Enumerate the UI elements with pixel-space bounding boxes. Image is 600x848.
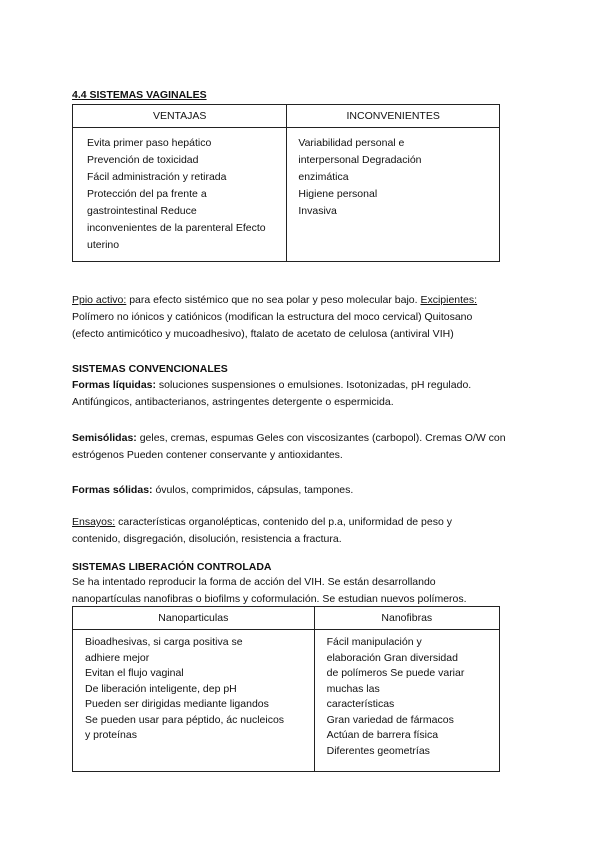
inconveniente-item: Variabilidad personal e <box>298 137 405 149</box>
principio-line: Polímero no iónicos y catiónicos (modifican la estructura del moco cervical) Quitosano <box>72 311 473 323</box>
header-nanoparticulas: Nanoparticulas <box>73 607 315 630</box>
heading-sistemas-liberacion-controlada: SISTEMAS LIBERACIÓN CONTROLADA <box>72 561 272 573</box>
semisolidas-text: geles, cremas, espumas Geles con viscosizantes (carbopol). Cremas O/W con <box>136 432 506 444</box>
inconveniente-item: Higiene personal <box>298 188 378 200</box>
semisolidas-line: estrógenos Pueden contener conservante y antioxidantes. <box>72 449 343 461</box>
semisolidas-label: Semisólidas: <box>72 432 137 444</box>
formas-liquidas-paragraph <box>72 377 471 411</box>
ventajas-inconvenientes-table <box>72 104 500 262</box>
inconvenientes-cell <box>287 128 500 262</box>
nanofibra-item: elaboración Gran diversidad <box>326 651 458 664</box>
semisolidas-paragraph <box>72 430 506 464</box>
nanoparticulas-nanofibras-table <box>72 606 500 772</box>
formas-liquidas-line: Antifúngicos, antibacterianos, astringentes detergente o espermicida. <box>72 396 394 408</box>
nanofibra-item: muchas las <box>326 682 380 695</box>
formas-liquidas-label: Formas líquidas: <box>72 379 157 391</box>
ventaja-item: Protección del pa frente a <box>87 188 207 200</box>
ppio-activo-text: para efecto sistémico que no sea polar y peso molecular bajo. <box>126 294 421 306</box>
ventaja-item: Evita primer paso hepático <box>87 137 212 149</box>
excipientes-label: Excipientes: <box>420 294 478 306</box>
ventaja-item: inconvenientes de la parenteral Efecto <box>87 222 266 234</box>
ensayos-paragraph <box>72 514 452 548</box>
inconveniente-item: interpersonal Degradación <box>298 154 422 166</box>
nanofibra-item: Actúan de barrera física <box>326 729 439 741</box>
formas-solidas-label: Formas sólidas: <box>72 484 153 496</box>
ensayos-text: características organolépticas, contenido del p.a, uniformidad de peso y <box>115 516 452 528</box>
inconveniente-item: enzimática <box>298 171 349 183</box>
controlada-paragraph <box>72 574 467 608</box>
controlada-line: nanopartículas nanofibras o biofilms y coformulación. Se estudian nuevos polímeros. <box>72 593 467 605</box>
principio-line: (efecto antimicótico y mucoadhesivo), ftalato de acetato de celulosa (antiviral VIH) <box>72 328 454 340</box>
nanoparticula-item: adhiere mejor <box>85 651 150 664</box>
header-nanofibras: Nanofibras <box>314 607 499 630</box>
formas-solidas-paragraph <box>72 482 353 499</box>
nanofibra-item: características <box>326 698 395 710</box>
formas-liquidas-text: soluciones suspensiones o emulsiones. Isotonizadas, pH regulado. <box>156 379 472 391</box>
formas-solidas-text: óvulos, comprimidos, cápsulas, tampones. <box>152 484 354 496</box>
ventaja-item: gastrointestinal Reduce <box>87 205 197 217</box>
header-inconvenientes: INCONVENIENTES <box>287 105 500 128</box>
nanoparticulas-cell <box>73 630 315 772</box>
inconveniente-item: Invasiva <box>298 205 337 217</box>
principio-activo-paragraph <box>72 292 477 343</box>
ensayos-label: Ensayos: <box>72 516 116 528</box>
nanoparticula-item: Bioadhesivas, si carga positiva se <box>85 636 243 648</box>
nanofibra-item: Fácil manipulación y <box>326 636 422 648</box>
controlada-line: Se ha intentado reproducir la forma de acción del VIH. Se están desarrollando <box>72 576 436 588</box>
ppio-activo-label: Ppio activo: <box>72 294 127 306</box>
nanoparticula-item: Evitan el flujo vaginal <box>85 667 184 679</box>
ventaja-item: Prevención de toxicidad <box>87 154 199 166</box>
nanoparticula-item: De liberación inteligente, dep pH <box>85 682 237 695</box>
nanofibra-item: Diferentes geometrías <box>326 744 430 757</box>
nanofibras-cell <box>314 630 499 772</box>
ventaja-item: uterino <box>87 239 120 251</box>
header-ventajas: VENTAJAS <box>73 105 287 128</box>
nanoparticula-item: y proteínas <box>85 729 137 741</box>
section-title-sistemas-vaginales: 4.4 SISTEMAS VAGINALES <box>72 89 207 101</box>
nanofibra-item: de polímeros Se puede variar <box>326 667 465 679</box>
ensayos-line: contenido, disgregación, disolución, resistencia a fractura. <box>72 533 342 545</box>
ventajas-cell <box>73 128 287 262</box>
nanoparticula-item: Se pueden usar para péptido, ác nucleicos <box>85 713 285 726</box>
nanofibra-item: Gran variedad de fármacos <box>326 713 454 726</box>
heading-sistemas-convencionales: SISTEMAS CONVENCIONALES <box>72 363 228 375</box>
ventaja-item: Fácil administración y retirada <box>87 171 227 183</box>
nanoparticula-item: Pueden ser dirigidas mediante ligandos <box>85 698 269 710</box>
